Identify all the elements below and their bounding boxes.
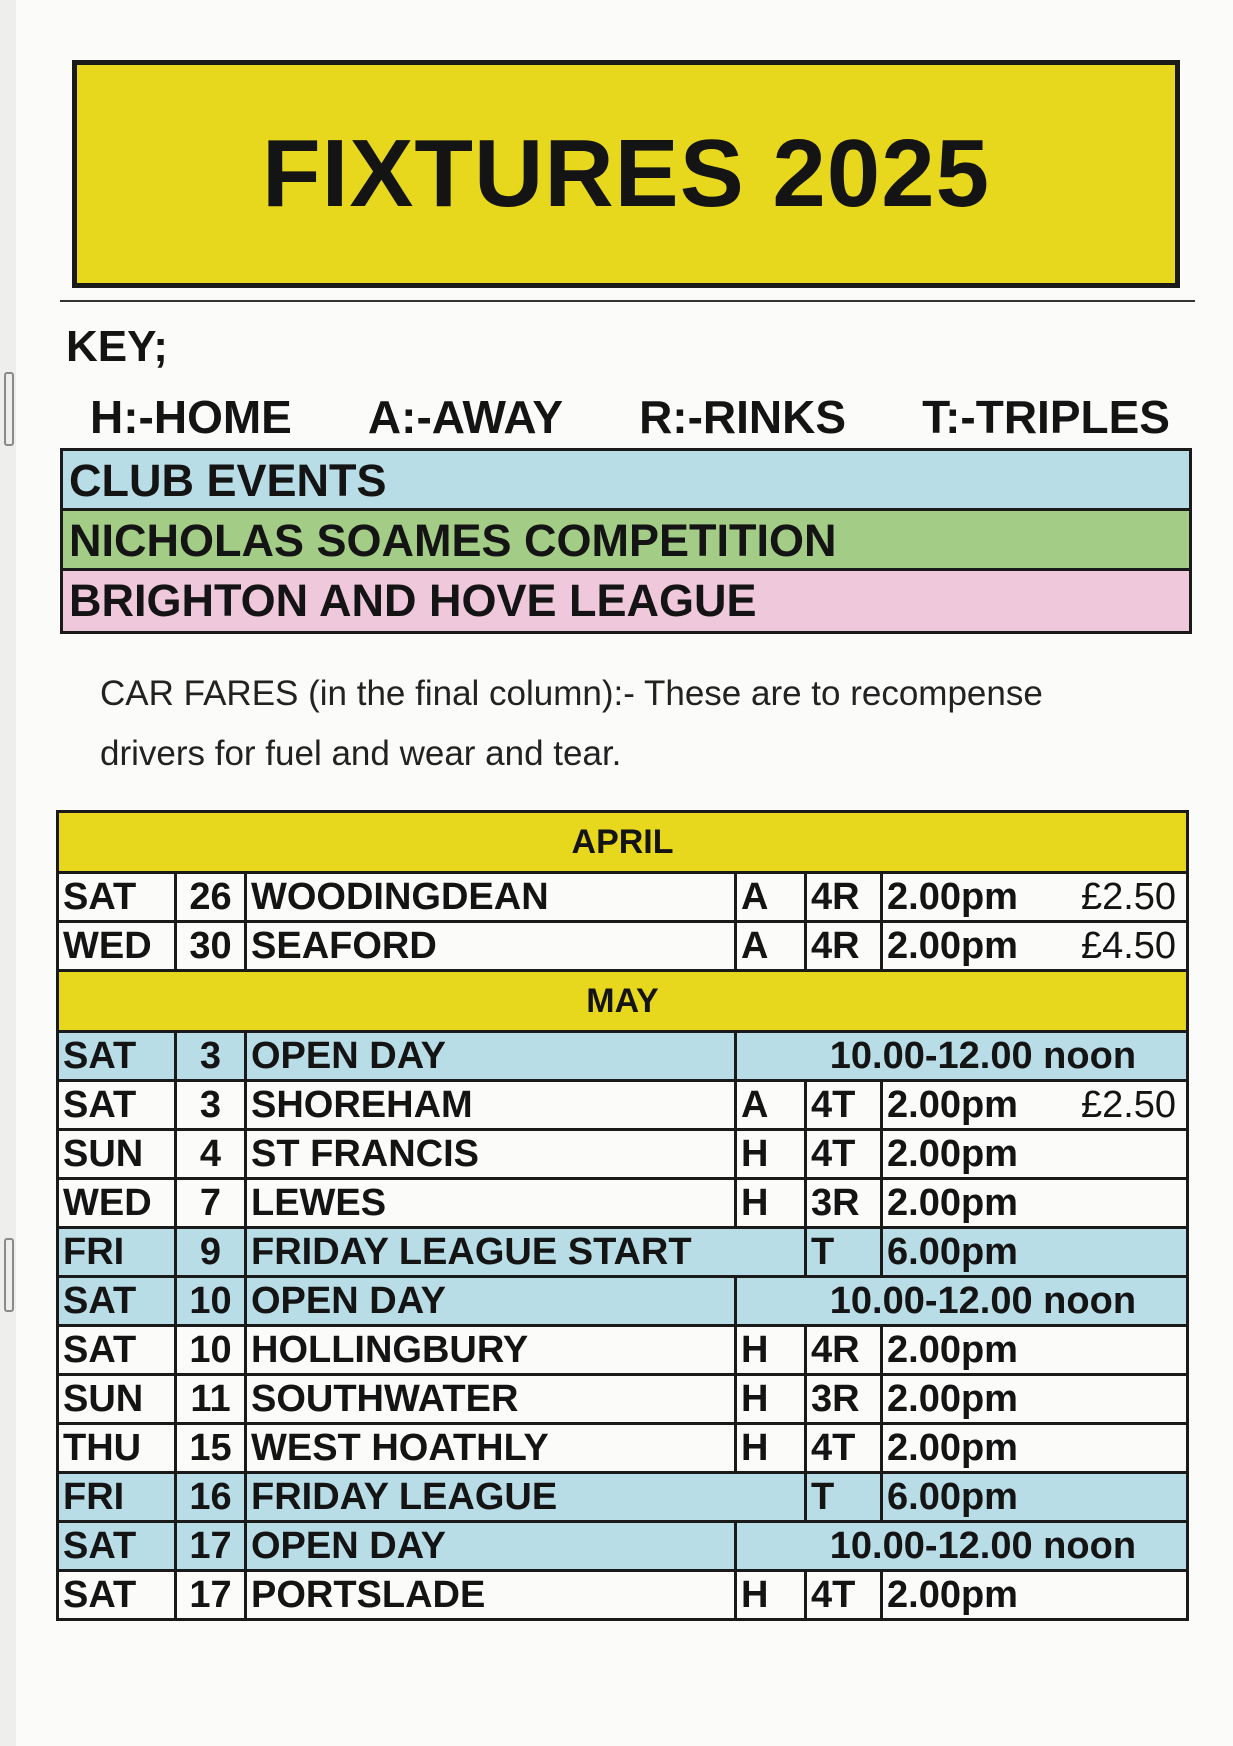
key-item-rinks: R:-RINKS bbox=[639, 391, 847, 443]
fixture-event: SEAFORD bbox=[246, 922, 736, 971]
key-item-triples: T:-TRIPLES bbox=[922, 391, 1170, 443]
fixture-time bbox=[882, 1326, 1188, 1375]
fixture-time: 6.00pm bbox=[882, 1473, 1188, 1522]
fixture-day: SAT bbox=[58, 1032, 176, 1081]
fixture-time-value: 2.00pm bbox=[887, 1426, 1018, 1469]
fixture-date: 7 bbox=[176, 1179, 246, 1228]
fixture-event: FRIDAY LEAGUE bbox=[246, 1473, 806, 1522]
fixture-row bbox=[58, 1326, 1188, 1375]
title-banner bbox=[72, 60, 1180, 288]
month-header bbox=[58, 812, 1188, 873]
fixture-day: SAT bbox=[58, 873, 176, 922]
fixture-format: T bbox=[806, 1473, 882, 1522]
fixture-day: WED bbox=[58, 922, 176, 971]
fixture-row bbox=[58, 1522, 1188, 1571]
page-title: FIXTURES 2025 bbox=[262, 120, 990, 227]
fixture-day: SAT bbox=[58, 1522, 176, 1571]
fixture-date: 3 bbox=[176, 1081, 246, 1130]
fixture-date: 11 bbox=[176, 1375, 246, 1424]
fixture-time-value: 2.00pm bbox=[887, 1132, 1018, 1175]
color-legend bbox=[60, 448, 1192, 634]
fixture-day: SAT bbox=[58, 1571, 176, 1620]
fixture-event: SOUTHWATER bbox=[246, 1375, 736, 1424]
fixture-event: PORTSLADE bbox=[246, 1571, 736, 1620]
fixture-event: OPEN DAY bbox=[246, 1522, 736, 1571]
fixture-time-value: 2.00pm bbox=[887, 924, 1018, 967]
fixture-event: ST FRANCIS bbox=[246, 1130, 736, 1179]
fixture-event: HOLLINGBURY bbox=[246, 1326, 736, 1375]
fixture-day: WED bbox=[58, 1179, 176, 1228]
fixture-venue: H bbox=[736, 1326, 806, 1375]
fixture-row bbox=[58, 1032, 1188, 1081]
fixture-format: 4R bbox=[806, 1326, 882, 1375]
fixture-format: 4T bbox=[806, 1081, 882, 1130]
legend-nicholas-soames: NICHOLAS SOAMES COMPETITION bbox=[63, 511, 1189, 571]
fixture-day: SUN bbox=[58, 1375, 176, 1424]
fixtures-table bbox=[56, 810, 1189, 1621]
fixture-time bbox=[882, 1375, 1188, 1424]
fixture-row bbox=[58, 1375, 1188, 1424]
legend-brighton-hove-league: BRIGHTON AND HOVE LEAGUE bbox=[63, 571, 1189, 631]
fixture-event: OPEN DAY bbox=[246, 1032, 736, 1081]
fixture-row bbox=[58, 1228, 1188, 1277]
fixture-event: LEWES bbox=[246, 1179, 736, 1228]
key-item-away: A:-AWAY bbox=[367, 391, 564, 443]
fixture-row bbox=[58, 1179, 1188, 1228]
fixture-day: SUN bbox=[58, 1130, 176, 1179]
fixture-row bbox=[58, 1081, 1188, 1130]
fixture-time: 10.00-12.00 noon bbox=[736, 1522, 1188, 1571]
fixture-time: 10.00-12.00 noon bbox=[736, 1032, 1188, 1081]
fixture-row bbox=[58, 922, 1188, 971]
month-name: APRIL bbox=[58, 812, 1188, 873]
fixture-event: WOODINGDEAN bbox=[246, 873, 736, 922]
fixture-time bbox=[882, 1571, 1188, 1620]
fixture-day: THU bbox=[58, 1424, 176, 1473]
fixture-venue: H bbox=[736, 1179, 806, 1228]
fixture-time-value: 2.00pm bbox=[887, 1083, 1018, 1126]
fixture-event: FRIDAY LEAGUE START bbox=[246, 1228, 806, 1277]
fixture-date: 10 bbox=[176, 1326, 246, 1375]
fixture-time bbox=[882, 1424, 1188, 1473]
fixture-time: 6.00pm bbox=[882, 1228, 1188, 1277]
fixture-venue: A bbox=[736, 873, 806, 922]
fixture-time bbox=[882, 873, 1188, 922]
fixture-day: FRI bbox=[58, 1228, 176, 1277]
fixture-row bbox=[58, 1571, 1188, 1620]
fixture-format: 4T bbox=[806, 1130, 882, 1179]
month-name: MAY bbox=[58, 971, 1188, 1032]
fixture-time: 10.00-12.00 noon bbox=[736, 1277, 1188, 1326]
fixture-car-fare: £2.50 bbox=[1080, 1083, 1177, 1126]
fixture-venue: H bbox=[736, 1130, 806, 1179]
car-fares-note: CAR FARES (in the final column):- These are to recompense drivers for fuel and wear and tear. bbox=[100, 674, 1043, 773]
fixture-date: 16 bbox=[176, 1473, 246, 1522]
fixture-row bbox=[58, 1130, 1188, 1179]
fixture-time-value: 2.00pm bbox=[887, 1573, 1018, 1616]
fixture-format: 4T bbox=[806, 1571, 882, 1620]
fixture-format: 3R bbox=[806, 1179, 882, 1228]
legend-club-events: CLUB EVENTS bbox=[63, 451, 1189, 511]
fixture-event: WEST HOATHLY bbox=[246, 1424, 736, 1473]
fixture-time bbox=[882, 922, 1188, 971]
fixture-date: 9 bbox=[176, 1228, 246, 1277]
fixture-date: 4 bbox=[176, 1130, 246, 1179]
fixture-day: SAT bbox=[58, 1326, 176, 1375]
fixture-time-value: 2.00pm bbox=[887, 875, 1018, 918]
fixture-time-value: 2.00pm bbox=[887, 1377, 1018, 1420]
title-divider bbox=[60, 300, 1195, 302]
fixture-date: 17 bbox=[176, 1571, 246, 1620]
key-heading: KEY; bbox=[66, 322, 168, 371]
fixture-car-fare: £2.50 bbox=[1080, 875, 1177, 918]
fixture-time-value: 2.00pm bbox=[887, 1181, 1018, 1224]
fixture-time bbox=[882, 1130, 1188, 1179]
fixture-day: FRI bbox=[58, 1473, 176, 1522]
fixture-format: 4R bbox=[806, 873, 882, 922]
fixture-row bbox=[58, 1473, 1188, 1522]
fixture-time bbox=[882, 1081, 1188, 1130]
page-binding bbox=[0, 0, 16, 1746]
fixture-time-value: 2.00pm bbox=[887, 1328, 1018, 1371]
fixture-date: 10 bbox=[176, 1277, 246, 1326]
fixture-car-fare: £4.50 bbox=[1080, 924, 1177, 967]
fixture-day: SAT bbox=[58, 1081, 176, 1130]
staple-top bbox=[4, 372, 14, 446]
fixture-format: 4R bbox=[806, 922, 882, 971]
fixture-venue: H bbox=[736, 1571, 806, 1620]
fixture-date: 15 bbox=[176, 1424, 246, 1473]
fixture-time bbox=[882, 1179, 1188, 1228]
key-items bbox=[90, 390, 1170, 444]
fixture-venue: A bbox=[736, 922, 806, 971]
fixture-row bbox=[58, 1277, 1188, 1326]
fixture-event: SHOREHAM bbox=[246, 1081, 736, 1130]
staple-bottom bbox=[4, 1238, 14, 1312]
fixture-date: 30 bbox=[176, 922, 246, 971]
fixture-venue: H bbox=[736, 1375, 806, 1424]
month-header bbox=[58, 971, 1188, 1032]
fixture-date: 17 bbox=[176, 1522, 246, 1571]
fixture-day: SAT bbox=[58, 1277, 176, 1326]
fixture-date: 3 bbox=[176, 1032, 246, 1081]
fixture-venue: A bbox=[736, 1081, 806, 1130]
key-item-home: H:-HOME bbox=[90, 391, 292, 443]
fixture-format: T bbox=[806, 1228, 882, 1277]
fixture-date: 26 bbox=[176, 873, 246, 922]
fixture-event: OPEN DAY bbox=[246, 1277, 736, 1326]
fixture-row bbox=[58, 873, 1188, 922]
fixture-row bbox=[58, 1424, 1188, 1473]
fixture-format: 3R bbox=[806, 1375, 882, 1424]
fixture-venue: H bbox=[736, 1424, 806, 1473]
fixture-format: 4T bbox=[806, 1424, 882, 1473]
